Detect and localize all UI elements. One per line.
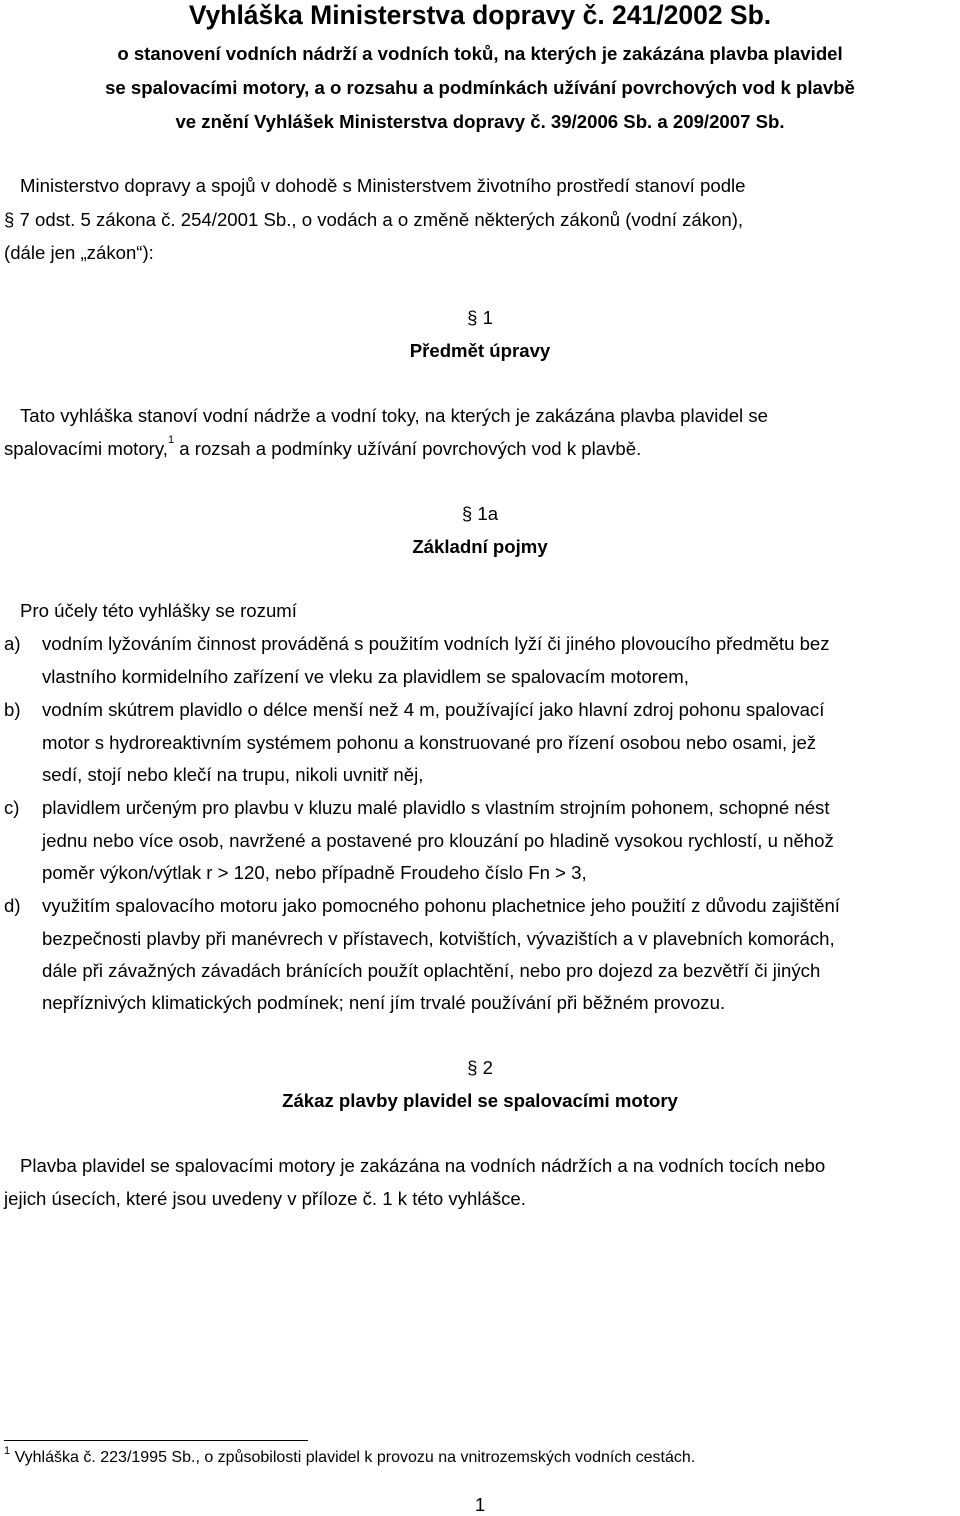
list-item-line: vlastního kormidelního zařízení ve vleku za plavidlem se spalovacím motorem, bbox=[42, 666, 689, 687]
preamble-line: § 7 odst. 5 zákona č. 254/2001 Sb., o vodách a o změně některých zákonů (vodní zákon), bbox=[4, 209, 744, 230]
list-item-label: c) bbox=[4, 797, 20, 818]
list-item-line: nepříznivých klimatických podmínek; není jím trvalé používání při běžném provozu. bbox=[42, 992, 726, 1013]
list-item-label: b) bbox=[4, 699, 21, 720]
section-heading: Předmět úpravy bbox=[409, 340, 551, 361]
paragraph-text: spalovacími motory, bbox=[4, 438, 168, 459]
list-item-line: sedí, stojí nebo klečí na trupu, nikoli uvnitř něj, bbox=[42, 764, 424, 785]
footnote-text: Vyhláška č. 223/1995 Sb., o způsobilosti plavidel k provozu na vnitrozemských vodních cestách. bbox=[14, 1449, 696, 1466]
list-item-line: využitím spalovacího motoru jako pomocného pohonu plachetnice jeho použití z důvodu zajištění bbox=[42, 895, 840, 916]
paragraph-line: jejich úsecích, které jsou uvedeny v příloze č. 1 k této vyhlášce. bbox=[4, 1188, 526, 1209]
subtitle-line: se spalovacími motory, a o rozsahu a podmínkách užívání povrchových vod k plavbě bbox=[105, 77, 855, 98]
list-item-line: dále při závažných závadách bránících použít oplachtění, nebo pro dojezd za bezvětří či jiných bbox=[42, 960, 821, 981]
paragraph-line: Plavba plavidel se spalovacími motory je zakázána na vodních nádržích a na vodních tocích nebo bbox=[20, 1155, 826, 1176]
subtitle-line: o stanovení vodních nádrží a vodních toků, na kterých je zakázána plavba plavidel bbox=[117, 43, 843, 64]
section-number: § 1 bbox=[467, 307, 493, 328]
list-item-line: vodním lyžováním činnost prováděná s použitím vodních lyží či jiného plovoucího předmětu bez bbox=[42, 633, 830, 654]
section-heading: Zákaz plavby plavidel se spalovacími motory bbox=[282, 1090, 678, 1111]
preamble-line: Ministerstvo dopravy a spojů v dohodě s Ministerstvem životního prostředí stanoví podle bbox=[20, 175, 746, 196]
footnote-separator bbox=[4, 1440, 308, 1441]
section-heading: Základní pojmy bbox=[412, 536, 548, 557]
section-number: § 2 bbox=[467, 1057, 493, 1078]
preamble-line: (dále jen „zákon“): bbox=[4, 242, 154, 263]
section-number: § 1a bbox=[461, 503, 499, 524]
list-item-line: jednu nebo více osob, navržené a postavené pro klouzání po hladině vysokou rychlostí, u něhož bbox=[42, 830, 834, 851]
list-item-label: d) bbox=[4, 895, 21, 916]
paragraph-text: a rozsah a podmínky užívání povrchových vod k plavbě. bbox=[174, 438, 642, 459]
subtitle-line: ve znění Vyhlášek Ministerstva dopravy č. 39/2006 Sb. a 209/2007 Sb. bbox=[175, 111, 785, 132]
list-item-line: motor s hydroreaktivním systémem pohonu a konstruované pro řízení osobou nebo osami, jež bbox=[42, 732, 817, 753]
footnote-number: 1 bbox=[4, 1445, 11, 1457]
footnote bbox=[4, 1445, 696, 1467]
page-number: 1 bbox=[474, 1494, 486, 1515]
list-item-line: plavidlem určeným pro plavbu v kluzu malé plavidlo s vlastním strojním pohonem, schopné nést bbox=[42, 797, 830, 818]
list-item-line: poměr výkon/výtlak r > 120, nebo případně Froudeho číslo Fn > 3, bbox=[42, 862, 587, 883]
paragraph-line bbox=[4, 434, 642, 460]
list-item-line: bezpečnosti plavby při manévrech v přístavech, kotvištích, vývazištích a v plavebních komorách, bbox=[42, 928, 835, 949]
paragraph-line: Tato vyhláška stanoví vodní nádrže a vodní toky, na kterých je zakázána plavba plavidel se bbox=[20, 405, 768, 426]
paragraph-intro: Pro účely této vyhlášky se rozumí bbox=[20, 600, 297, 621]
list-item-label: a) bbox=[4, 633, 21, 654]
footnote-reference: 1 bbox=[167, 434, 175, 446]
document-title: Vyhláška Ministerstva dopravy č. 241/2002 Sb. bbox=[188, 0, 772, 30]
list-item-line: vodním skútrem plavidlo o délce menší než 4 m, používající jako hlavní zdroj pohonu spalovací bbox=[42, 699, 825, 720]
